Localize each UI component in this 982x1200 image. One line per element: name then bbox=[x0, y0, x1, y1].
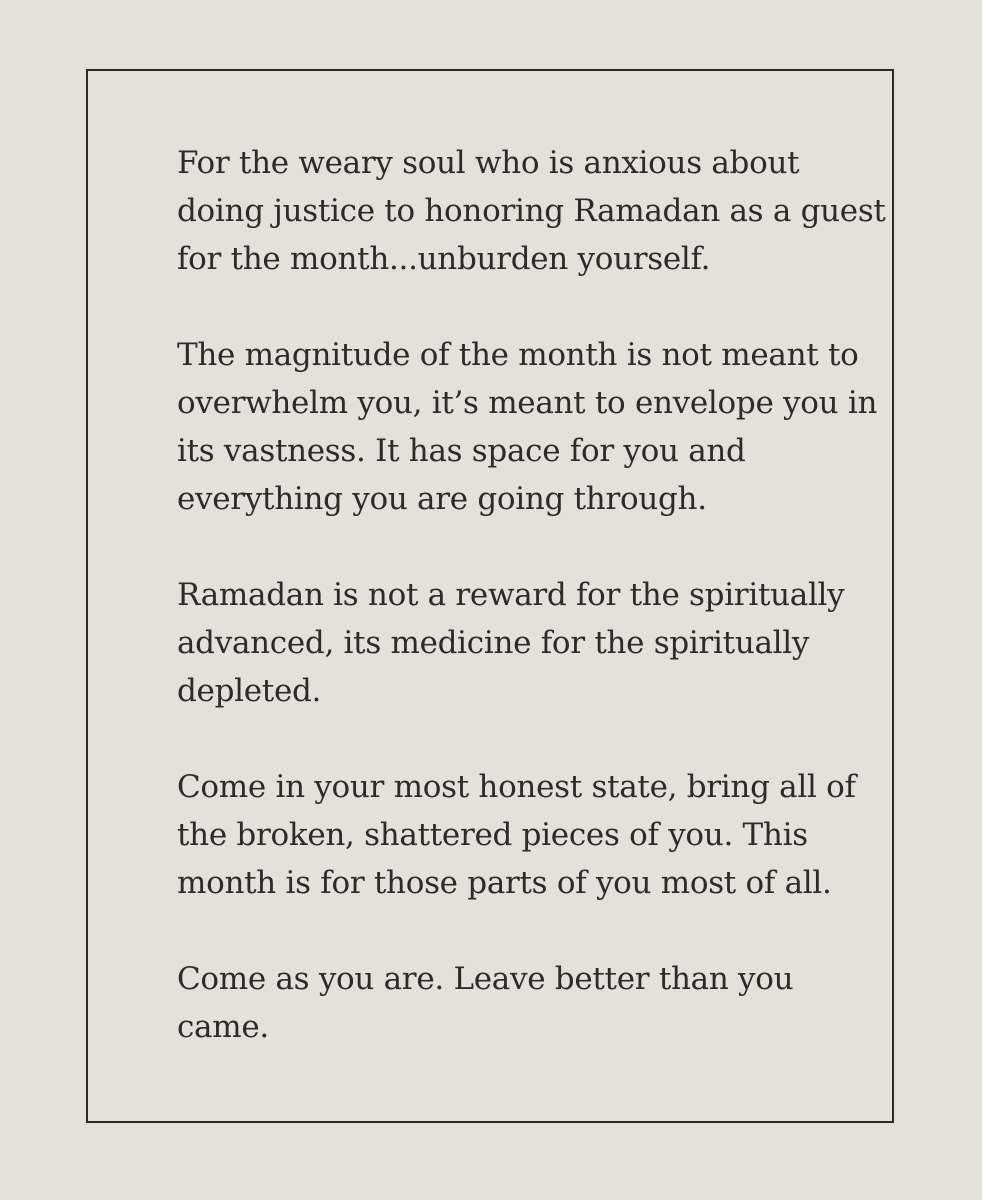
text-line: for the month...unburden yourself. bbox=[177, 241, 711, 277]
paragraph-4 bbox=[177, 763, 857, 907]
paragraph-5 bbox=[177, 955, 857, 1051]
text-line: the broken, shattered pieces of you. This bbox=[177, 817, 808, 853]
text-line: Come as you are. Leave better than you bbox=[177, 961, 794, 997]
text-line: overwhelm you, it’s meant to envelope you in bbox=[177, 385, 878, 421]
text-line: everything you are going through. bbox=[177, 481, 707, 517]
text-line: doing justice to honoring Ramadan as a guest bbox=[177, 193, 886, 229]
text-line: For the weary soul who is anxious about bbox=[177, 145, 800, 181]
text-line: The magnitude of the month is not meant to bbox=[177, 337, 859, 373]
text-line: Ramadan is not a reward for the spiritually bbox=[177, 577, 845, 613]
paragraph-2 bbox=[177, 331, 878, 523]
quote-card bbox=[86, 69, 894, 1123]
quote-text bbox=[177, 139, 886, 1099]
text-line: its vastness. It has space for you and bbox=[177, 433, 746, 469]
text-line: depleted. bbox=[177, 673, 322, 709]
text-line: month is for those parts of you most of all. bbox=[177, 865, 832, 901]
text-line: Come in your most honest state, bring all of bbox=[177, 769, 856, 805]
paragraph-3 bbox=[177, 571, 857, 715]
text-line: advanced, its medicine for the spiritually bbox=[177, 625, 810, 661]
paragraph-1 bbox=[177, 139, 886, 283]
text-line: came. bbox=[177, 1009, 269, 1045]
